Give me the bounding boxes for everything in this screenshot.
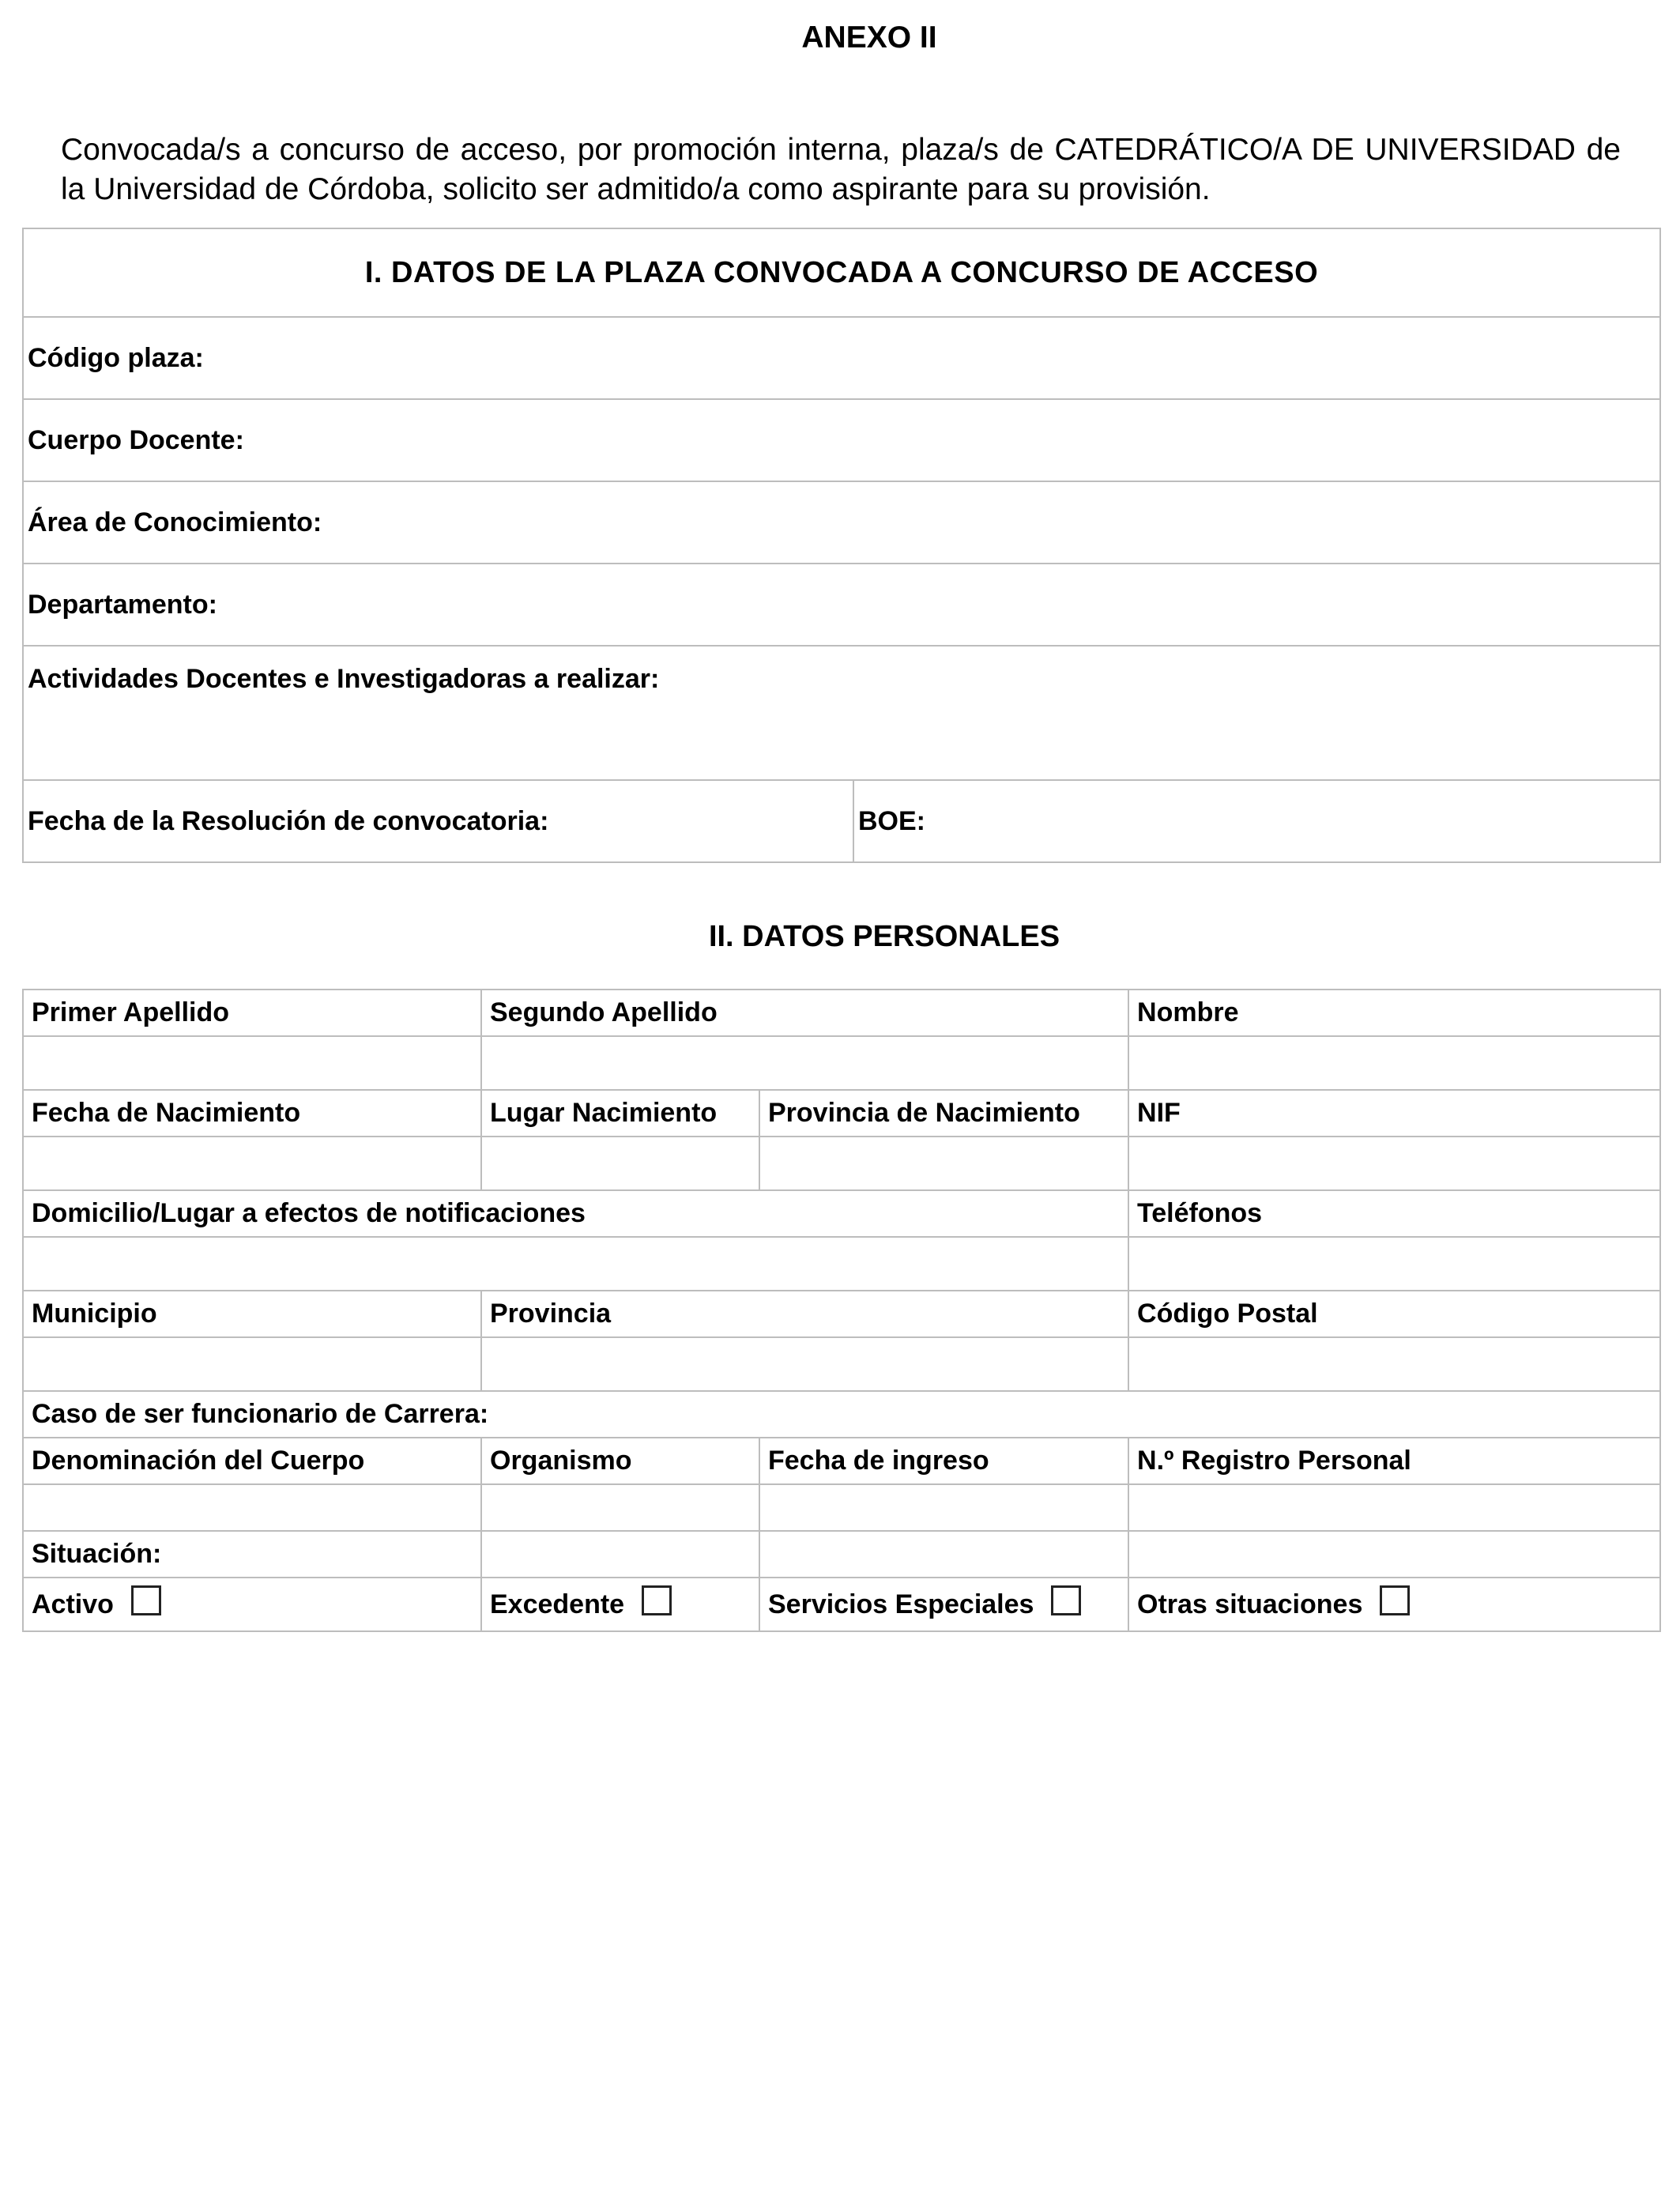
situacion-blank-cell <box>481 1531 759 1578</box>
municipio-label: Municipio <box>23 1291 481 1337</box>
activo-label: Activo <box>32 1589 114 1620</box>
excedente-label: Excedente <box>490 1589 625 1620</box>
excedente-checkbox[interactable] <box>642 1585 672 1615</box>
registro-personal-input[interactable] <box>1128 1484 1660 1531</box>
denominacion-cuerpo-input[interactable] <box>23 1484 481 1531</box>
primer-apellido-input[interactable] <box>23 1036 481 1090</box>
fecha-resolucion-field[interactable]: Fecha de la Resolución de convocatoria: <box>23 780 853 862</box>
nombre-label: Nombre <box>1128 990 1660 1036</box>
situacion-label: Situación: <box>23 1531 481 1578</box>
section2-title: II. DATOS PERSONALES <box>708 920 1060 953</box>
domicilio-label: Domicilio/Lugar a efectos de notificaciones <box>23 1190 1128 1237</box>
nif-label: NIF <box>1128 1090 1660 1137</box>
section1-title: I. DATOS DE LA PLAZA CONVOCADA A CONCURSO DE ACCESO <box>23 228 1660 317</box>
organismo-label: Organismo <box>481 1438 759 1484</box>
situacion-blank-cell <box>759 1531 1128 1578</box>
telefonos-input[interactable] <box>1128 1237 1660 1291</box>
provincia-input[interactable] <box>481 1337 1128 1391</box>
boe-field[interactable]: BOE: <box>853 780 1660 862</box>
nif-input[interactable] <box>1128 1137 1660 1190</box>
codigo-postal-input[interactable] <box>1128 1337 1660 1391</box>
document-title: ANEXO II <box>801 21 937 55</box>
cuerpo-docente-field[interactable]: Cuerpo Docente: <box>23 399 1660 481</box>
primer-apellido-label: Primer Apellido <box>23 990 481 1036</box>
servicios-especiales-option <box>759 1578 1128 1631</box>
segundo-apellido-input[interactable] <box>481 1036 1128 1090</box>
codigo-postal-label: Código Postal <box>1128 1291 1660 1337</box>
provincia-label: Provincia <box>481 1291 1128 1337</box>
municipio-input[interactable] <box>23 1337 481 1391</box>
otras-situaciones-checkbox[interactable] <box>1380 1585 1410 1615</box>
lugar-nacimiento-input[interactable] <box>481 1137 759 1190</box>
provincia-nacimiento-input[interactable] <box>759 1137 1128 1190</box>
situacion-blank-cell <box>1128 1531 1660 1578</box>
fecha-nacimiento-label: Fecha de Nacimiento <box>23 1090 481 1137</box>
provincia-nacimiento-label: Provincia de Nacimiento <box>759 1090 1128 1137</box>
fecha-ingreso-label: Fecha de ingreso <box>759 1438 1128 1484</box>
caso-funcionario-label: Caso de ser funcionario de Carrera: <box>23 1391 1660 1438</box>
departamento-field[interactable]: Departamento: <box>23 564 1660 646</box>
actividades-field[interactable]: Actividades Docentes e Investigadoras a realizar: <box>23 646 1660 780</box>
intro-paragraph: Convocada/s a concurso de acceso, por promoción interna, plaza/s de CATEDRÁTICO/A DE UNIVERSIDAD de la Universidad de Córdoba, solicito ser admitido/a como aspirante para su provisión. <box>61 133 1621 206</box>
plaza-data-table <box>22 228 1661 863</box>
nombre-input[interactable] <box>1128 1036 1660 1090</box>
servicios-especiales-label: Servicios Especiales <box>768 1589 1034 1620</box>
activo-option <box>23 1578 481 1631</box>
telefonos-label: Teléfonos <box>1128 1190 1660 1237</box>
fecha-nacimiento-input[interactable] <box>23 1137 481 1190</box>
excedente-option <box>481 1578 759 1631</box>
denominacion-cuerpo-label: Denominación del Cuerpo <box>23 1438 481 1484</box>
area-conocimiento-field[interactable]: Área de Conocimiento: <box>23 481 1660 564</box>
personal-data-table <box>22 989 1661 1632</box>
activo-checkbox[interactable] <box>131 1585 161 1615</box>
domicilio-input[interactable] <box>23 1237 1128 1291</box>
fecha-ingreso-input[interactable] <box>759 1484 1128 1531</box>
servicios-especiales-checkbox[interactable] <box>1051 1585 1081 1615</box>
codigo-plaza-field[interactable]: Código plaza: <box>23 317 1660 399</box>
organismo-input[interactable] <box>481 1484 759 1531</box>
segundo-apellido-label: Segundo Apellido <box>481 990 1128 1036</box>
lugar-nacimiento-label: Lugar Nacimiento <box>481 1090 759 1137</box>
registro-personal-label: N.º Registro Personal <box>1128 1438 1660 1484</box>
otras-situaciones-label: Otras situaciones <box>1137 1589 1363 1620</box>
otras-situaciones-option <box>1128 1578 1660 1631</box>
